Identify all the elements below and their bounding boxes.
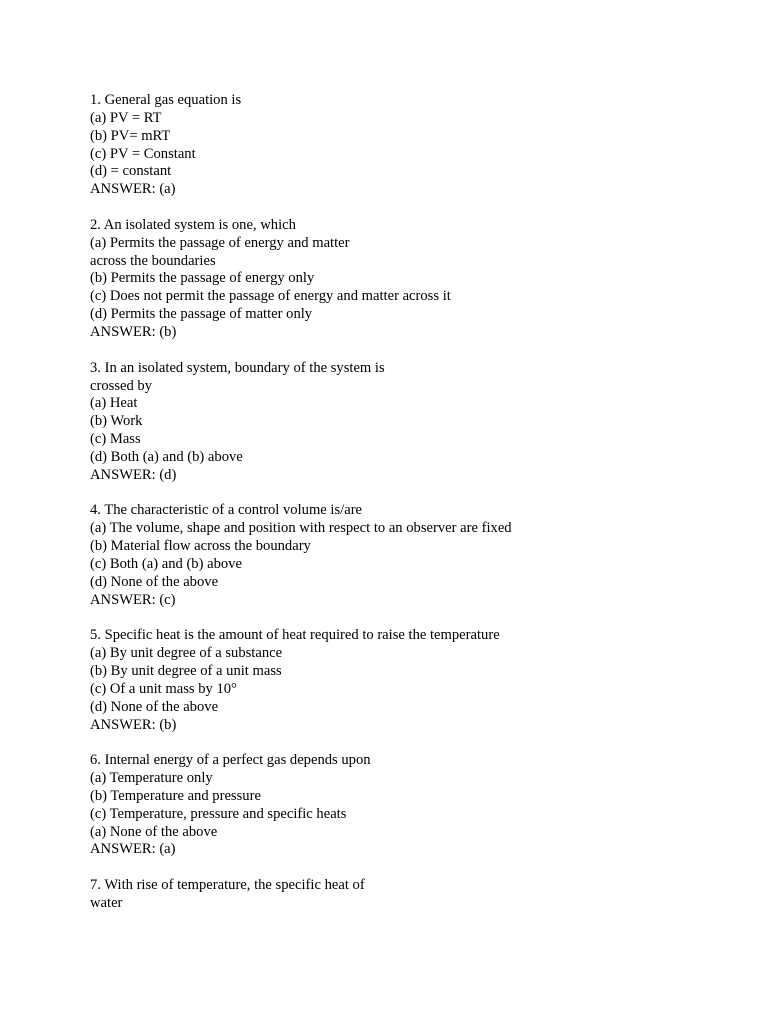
option-d: (d) Both (a) and (b) above (90, 448, 243, 465)
question-3 (90, 360, 730, 485)
option-c: (c) Does not permit the passage of energy and matter across it (90, 288, 451, 305)
question-text-continued: crossed by (90, 377, 153, 394)
question-6 (90, 752, 730, 859)
answer-line: ANSWER: (a) (90, 181, 176, 198)
option-d: (d) None of the above (90, 698, 219, 715)
question-text: 3. In an isolated system, boundary of the system is (90, 359, 385, 376)
question-text: 5. Specific heat is the amount of heat required to raise the temperature (90, 627, 500, 644)
option-c: (c) Of a unit mass by 10° (90, 680, 237, 697)
option-c: (c) Temperature, pressure and specific heats (90, 805, 347, 822)
option-a: (a) PV = RT (90, 109, 162, 126)
question-1 (90, 92, 730, 199)
answer-line: ANSWER: (b) (90, 716, 177, 733)
answer-line: ANSWER: (c) (90, 591, 176, 608)
question-2 (90, 217, 730, 342)
option-a: (a) Permits the passage of energy and matter (90, 234, 350, 251)
option-b: (b) PV= mRT (90, 127, 171, 144)
answer-line: ANSWER: (a) (90, 841, 176, 858)
option-a: (a) Temperature only (90, 770, 213, 787)
option-c: (c) PV = Constant (90, 145, 196, 162)
option-a: (a) By unit degree of a substance (90, 645, 283, 662)
option-a-continued: across the boundaries (90, 252, 216, 269)
question-7 (90, 877, 730, 913)
question-text: 4. The characteristic of a control volume is/are (90, 502, 363, 519)
question-text-continued: water (90, 894, 123, 911)
option-a: (a) Heat (90, 395, 138, 412)
option-c: (c) Both (a) and (b) above (90, 555, 242, 572)
option-a: (a) The volume, shape and position with respect to an observer are fixed (90, 520, 512, 537)
option-b: (b) Material flow across the boundary (90, 538, 311, 555)
question-text: 6. Internal energy of a perfect gas depends upon (90, 752, 371, 769)
question-5 (90, 627, 730, 734)
option-b: (b) Work (90, 413, 143, 430)
option-d: (a) None of the above (90, 823, 218, 840)
question-4 (90, 502, 730, 609)
option-b: (b) Temperature and pressure (90, 787, 261, 804)
question-text: 7. With rise of temperature, the specific heat of (90, 877, 365, 894)
option-d: (d) = constant (90, 163, 172, 180)
question-text: 2. An isolated system is one, which (90, 216, 296, 233)
option-c: (c) Mass (90, 431, 141, 448)
option-d: (d) Permits the passage of matter only (90, 306, 313, 323)
question-text: 1. General gas equation is (90, 92, 242, 108)
option-d: (d) None of the above (90, 573, 219, 590)
option-b: (b) Permits the passage of energy only (90, 270, 315, 287)
answer-line: ANSWER: (b) (90, 323, 177, 340)
option-b: (b) By unit degree of a unit mass (90, 663, 282, 679)
answer-line: ANSWER: (d) (90, 466, 177, 483)
document-page (90, 92, 730, 931)
